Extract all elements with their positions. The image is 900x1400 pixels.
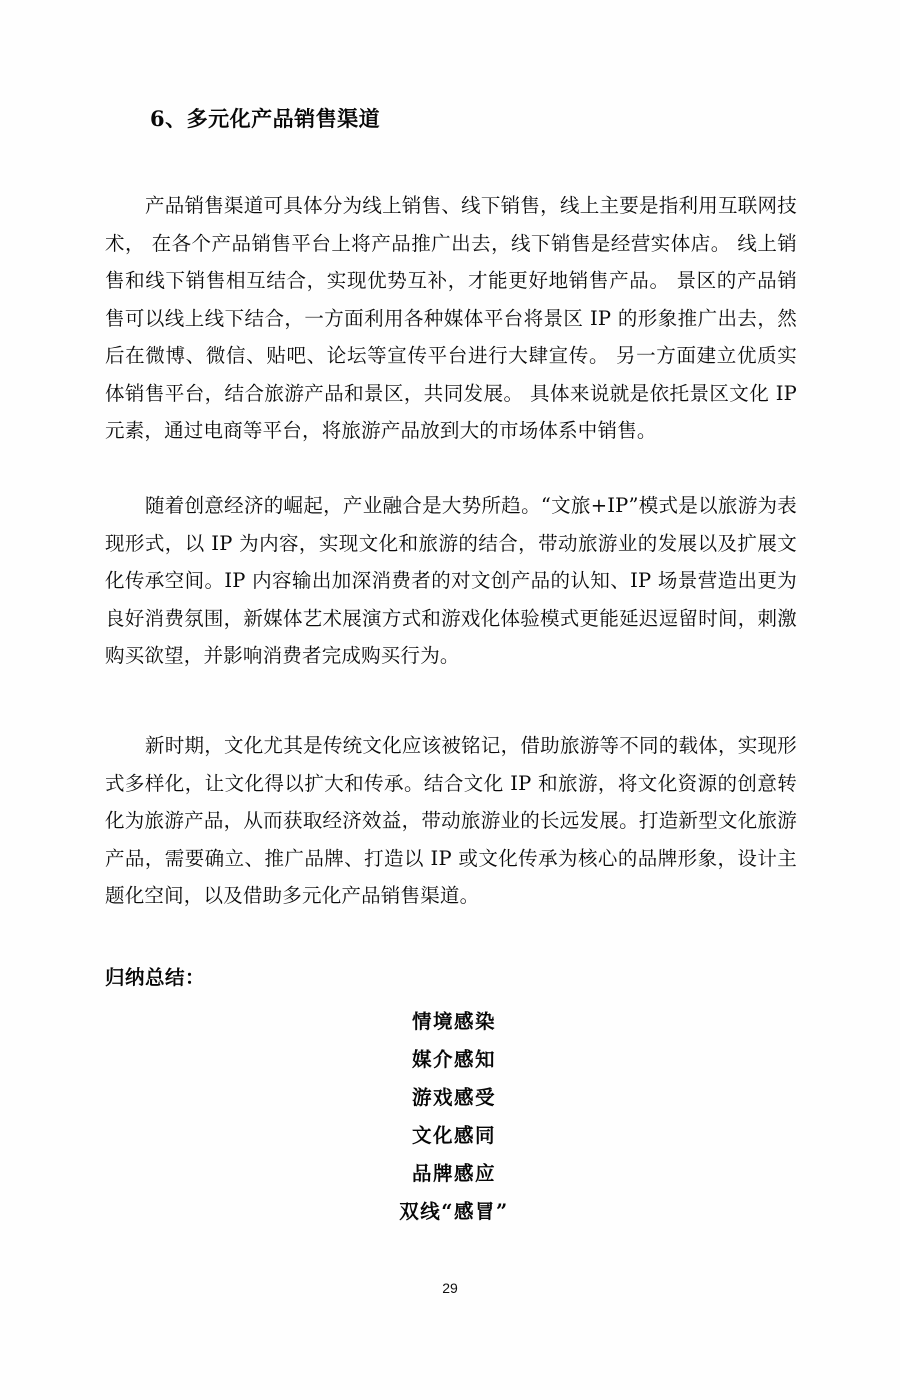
list-item: 品牌感应 <box>411 1162 496 1185</box>
list-item: 情境感染 <box>411 1010 496 1033</box>
list-item: 媒介感知 <box>411 1048 496 1071</box>
list-item: 游戏感受 <box>411 1086 496 1109</box>
page-title: 6、多元化产品销售渠道 <box>150 106 381 131</box>
list-item: 文化感同 <box>411 1124 496 1147</box>
summary-list <box>105 1003 797 1231</box>
body-paragraph-3: 新时期，文化尤其是传统文化应该被铭记，借助旅游等不同的载体，实现形式多样化，让文化得以扩大和传承。结合文化 IP 和旅游，将文化资源的创意转化为旅游产品，从而获取经济效益，带动旅游业的长远发展。打造新型文化旅游产品，需要确立、推广品牌、打造以 IP 或文化传承为核心的品牌形象，设计主题化空间，以及借助多元化产品销售渠道。 <box>105 734 797 907</box>
body-paragraph-2: 随着创意经济的崛起，产业融合是大势所趋。“文旅+IP”模式是以旅游为表现形式，以 IP 为内容，实现文化和旅游的结合，带动旅游业的发展以及扩展文化传承空间。IP 内容输出加深消费者的对文创产品的认知、IP 场景营造出更为良好消费氛围，新媒体艺术展演方式和游戏化体验模式更能延迟逗留时间，刺激购买欲望，并影响消费者完成购买行为。 <box>105 494 797 667</box>
page-number: 29 <box>442 1280 458 1296</box>
summary-heading: 归纳总结： <box>105 966 206 989</box>
body-paragraph-1: 产品销售渠道可具体分为线上销售、线下销售，线上主要是指利用互联网技术， 在各个产品销售平台上将产品推广出去，线下销售是经营实体店。 线上销售和线下销售相互结合，实现优势互补，才能更好地销售产品。 景区的产品销售可以线上线下结合，一方面利用各种媒体平台将景区 IP 的形象推广出去，然后在微博、微信、贴吧、论坛等宣传平台进行大肆宣传。 另一方面建立优质实体销售平台，结合旅游产品和景区，共同发展。 具体来说就是依托景区文化 IP 元素，通过电商等平台，将旅游产品放到大的市场体系中销售。 <box>105 194 797 442</box>
list-item: 双线“感冒” <box>399 1200 509 1223</box>
